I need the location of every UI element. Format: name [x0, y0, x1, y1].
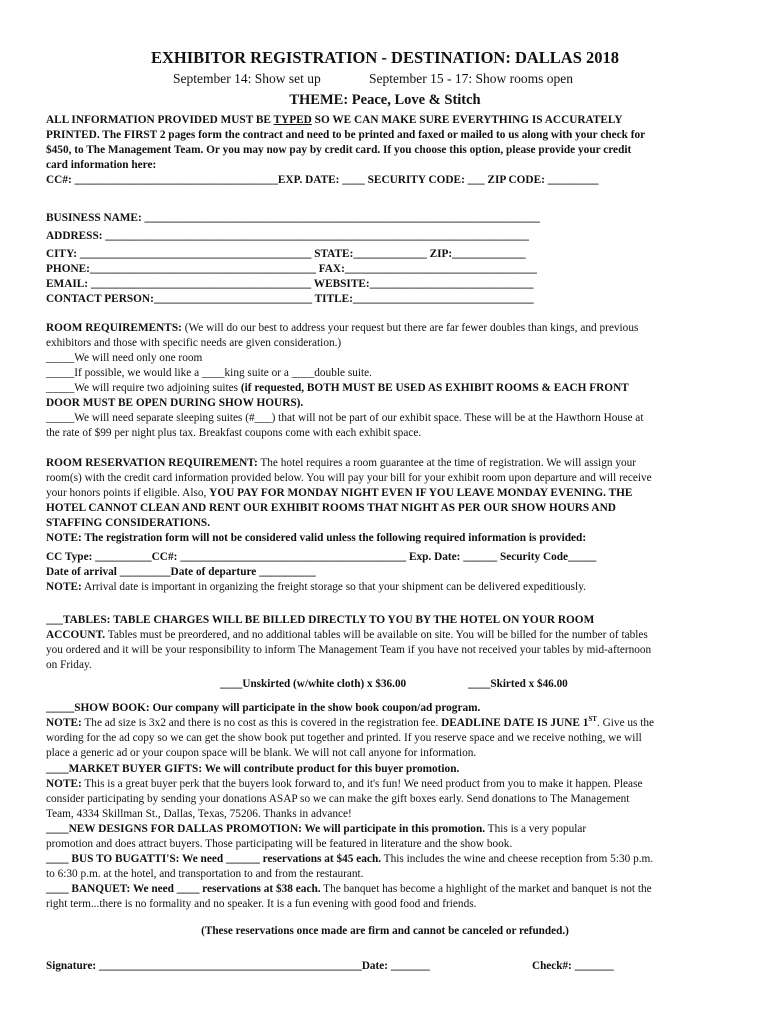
show-book-note: NOTE: The ad size is 3x2 and there is no cost as this is covered in the registration fee. DEADLINE DATE IS JUNE 1ST. Give us the	[46, 715, 655, 729]
skirted-table-option[interactable]: ____Skirted x $46.00	[468, 678, 568, 690]
adjoining-suites-option[interactable]: _____We will require two adjoining suites (if requested, BOTH MUST BE USED AS EXHIBIT ROOMS & EACH FRONT	[46, 382, 629, 394]
reservation-cc-fields[interactable]: CC Type: __________CC#: ________________________________________ Exp. Date: ______ Security Code_____	[46, 551, 597, 563]
intro-line-4: card information here:	[46, 159, 157, 171]
tables-line-2: ACCOUNT. Tables must be preordered, and no additional tables will be available on site. You will be billed for the number of tables	[46, 629, 648, 641]
page-title: EXHIBITOR REGISTRATION - DESTINATION: DALLAS 2018	[150, 48, 620, 67]
reservation-line-4: HOTEL CANNOT CLEAN AND RENT OUR EXHIBIT ROOMS THAT NIGHT AS PER OUR SHOW HOURS AND	[46, 502, 616, 514]
intro-line-1: ALL INFORMATION PROVIDED MUST BE TYPED SO WE CAN MAKE SURE EVERYTHING IS ACCURATELY	[46, 114, 623, 126]
tables-line-4: on Friday.	[46, 659, 92, 671]
new-designs-option[interactable]: ____NEW DESIGNS FOR DALLAS PROMOTION: We will participate in this promotion. This is a very popular	[46, 823, 587, 835]
unskirted-table-option[interactable]: ____Unskirted (w/white cloth) x $36.00	[220, 678, 407, 690]
suite-type-option[interactable]: _____If possible, we would like a ____king suite or a ____double suite.	[46, 367, 372, 379]
showrooms-date: September 15 - 17: Show rooms open	[369, 71, 573, 86]
intro-line-3: $450, to The Management Team. Or you may now pay by credit card. If you choose this option, please provide your credit	[46, 144, 632, 156]
room-requirements-line-1: ROOM REQUIREMENTS: (We will do our best to address your request but there are far fewer doubles than kings, and previous	[46, 322, 639, 334]
bus-line-2: to 6:30 p.m. at the hotel, and transportation to and from the restaurant.	[46, 868, 364, 880]
intro-line-2: PRINTED. The FIRST 2 pages form the contract and need to be printed and faxed or mailed to us along with your check for	[46, 129, 646, 141]
adjoining-suites-note: DOOR MUST BE OPEN DURING SHOW HOURS).	[46, 397, 304, 409]
arrival-departure-fields[interactable]: Date of arrival _________Date of departure __________	[46, 566, 316, 578]
credit-card-fields[interactable]: CC#: ____________________________________EXP. DATE: ____ SECURITY CODE: ___ ZIP CODE: _________	[46, 174, 599, 186]
reservations-firm-note: (These reservations once made are firm and cannot be canceled or refunded.)	[201, 925, 569, 937]
tables-option[interactable]: ___TABLES: TABLE CHARGES WILL BE BILLED DIRECTLY TO YOU BY THE HOTEL ON YOUR ROOM	[46, 614, 595, 626]
sleeping-suites-option[interactable]: _____We will need separate sleeping suites (#___) that will not be part of our exhibit space. These will be at the Hawthorn House at	[46, 412, 644, 424]
address-field[interactable]: ADDRESS: ___________________________________________________________________________	[46, 230, 529, 242]
theme-heading: THEME: Peace, Love & Stitch	[289, 92, 481, 108]
reservation-line-2: room(s) with the credit card information provided below. You will pay your bill for your exhibit room upon departure and will receive	[46, 472, 652, 484]
phone-fax-field[interactable]: PHONE:________________________________________ FAX:__________________________________	[46, 263, 537, 275]
new-designs-line-2: promotion and does attract buyers. Those participating will be featured in literature and the show book.	[46, 838, 513, 850]
market-buyer-gifts-option[interactable]: ____MARKET BUYER GIFTS: We will contribute product for this buyer promotion.	[46, 763, 460, 775]
show-book-line-4: place a generic ad or your coupon space will be blank. We will not call anyone for information.	[46, 747, 477, 759]
sleeping-suites-rate: the rate of $99 per night plus tax. Breakfast coupons come with each exhibit space.	[46, 427, 422, 439]
signature-date-field[interactable]: Signature: _______________________________________________Date: _______	[46, 960, 430, 972]
show-book-line-3: wording for the ad copy so we can get the show book put together and printed. If you reserve space and we receive nothing, we will	[46, 732, 642, 744]
banquet-line-2: right term...there is no formality and no speaker. It is a fun evening with good food and friends.	[46, 898, 477, 910]
one-room-option[interactable]: _____We will need only one room	[46, 352, 203, 364]
business-name-field[interactable]: BUSINESS NAME: ______________________________________________________________________	[46, 212, 540, 224]
arrival-note: NOTE: Arrival date is important in organizing the freight storage so that your shipment can be delivered expeditiously.	[46, 581, 586, 593]
tables-line-3: you ordered and it will be your responsibility to inform The Management Team if you have not received your tables by mid-afternoon	[46, 644, 652, 656]
room-requirements-line-2: exhibitors and those with specific needs are given consideration.)	[46, 337, 342, 349]
contact-title-field[interactable]: CONTACT PERSON:____________________________ TITLE:________________________________	[46, 293, 534, 305]
reservation-line-1: ROOM RESERVATION REQUIREMENT: The hotel requires a room guarantee at the time of registration. We will assign your	[46, 457, 637, 469]
market-buyer-note: NOTE: This is a great buyer perk that the buyers look forward to, and it's fun! We need product from you to make it happen. Please	[46, 778, 643, 790]
check-number-field[interactable]: Check#: _______	[532, 960, 614, 972]
market-buyer-line-4: Team, 4334 Skillman St., Dallas, Texas, 75206. Thanks in advance!	[46, 808, 352, 820]
email-website-field[interactable]: EMAIL: _______________________________________ WEBSITE:_____________________________	[46, 278, 534, 290]
setup-date: September 14: Show set up	[173, 71, 321, 86]
show-book-option[interactable]: _____SHOW BOOK: Our company will participate in the show book coupon/ad program.	[46, 702, 481, 714]
reservation-line-5: STAFFING CONSIDERATIONS.	[46, 517, 211, 529]
market-buyer-line-3: consider participating by sending your donations ASAP so we can make the gift boxes early. Send donations to The Management	[46, 793, 630, 805]
banquet-option[interactable]: ____ BANQUET: We need ____ reservations at $38 each. The banquet has become a highlight of the market and banquet is not the	[46, 883, 652, 895]
reservation-note: NOTE: The registration form will not be considered valid unless the following required information is provided:	[46, 532, 587, 544]
city-state-zip-field[interactable]: CITY: _________________________________________ STATE:_____________ ZIP:_____________	[46, 248, 526, 260]
reservation-line-3: your honors points if eligible. Also, YOU PAY FOR MONDAY NIGHT EVEN IF YOU LEAVE MONDAY EVENING. THE	[46, 487, 633, 499]
bus-option[interactable]: ____ BUS TO BUGATTI'S: We need ______ reservations at $45 each. This includes the wine and cheese reception from 5:30 p.m.	[46, 853, 654, 865]
